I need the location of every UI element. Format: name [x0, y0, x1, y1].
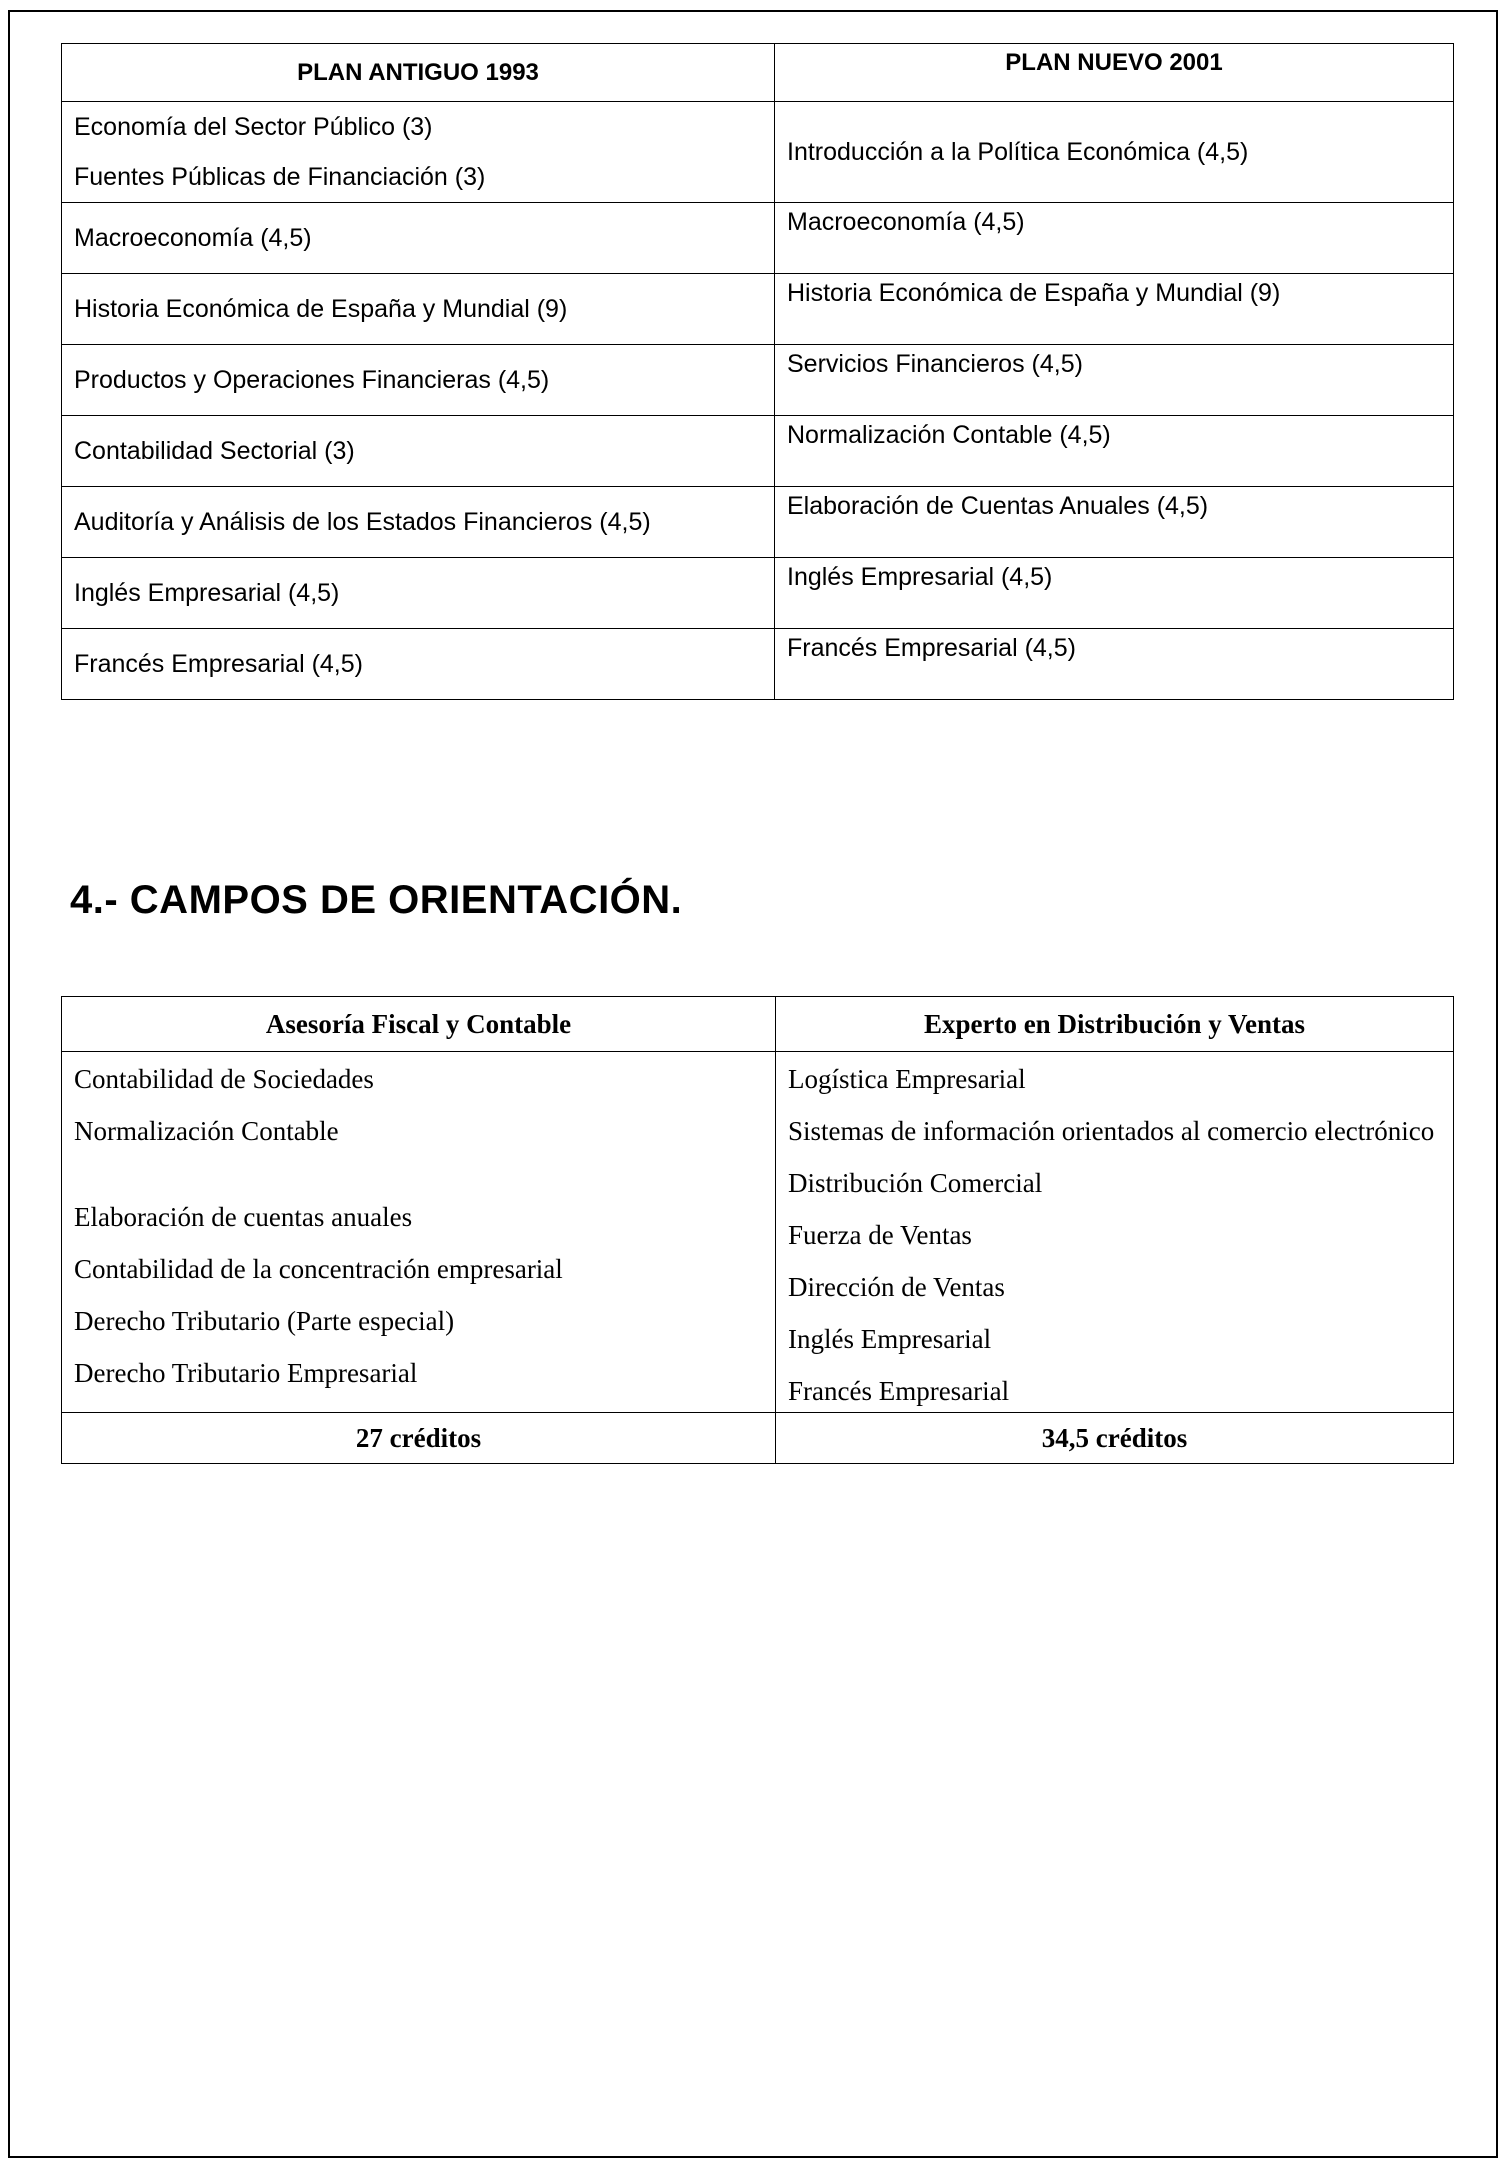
table-row	[62, 487, 1454, 558]
cell-old-line: Economía del Sector Público (3)	[74, 113, 433, 141]
list-item: Contabilidad de Sociedades	[74, 1064, 374, 1094]
table-row	[62, 558, 1454, 629]
cell-new: Introducción a la Política Económica (4,5)	[775, 102, 1454, 203]
table-body-row	[62, 1052, 1454, 1413]
list-item: Derecho Tributario (Parte especial)	[74, 1306, 455, 1336]
cell-old: Historia Económica de España y Mundial (9)	[62, 274, 775, 345]
ventas-subjects	[776, 1052, 1454, 1413]
list-item: Sistemas de información orientados al comercio electrónico	[788, 1116, 1435, 1146]
cell-new: Normalización Contable (4,5)	[775, 416, 1454, 487]
list-item: Francés Empresarial	[788, 1376, 1010, 1406]
cell-old	[62, 102, 775, 203]
cell-new: Francés Empresarial (4,5)	[775, 629, 1454, 700]
cell-new: Servicios Financieros (4,5)	[775, 345, 1454, 416]
cell-old: Productos y Operaciones Financieras (4,5)	[62, 345, 775, 416]
list-item: Dirección de Ventas	[788, 1272, 1005, 1302]
plan-comparison-table	[61, 43, 1454, 700]
table-row	[62, 416, 1454, 487]
table-row	[62, 345, 1454, 416]
fiscal-subjects	[62, 1052, 776, 1413]
cell-new: Historia Económica de España y Mundial (9)	[775, 274, 1454, 345]
list-item: Normalización Contable	[74, 1116, 339, 1146]
cell-new: Macroeconomía (4,5)	[775, 203, 1454, 274]
table-row	[62, 203, 1454, 274]
cell-old: Inglés Empresarial (4,5)	[62, 558, 775, 629]
list-item: Distribución Comercial	[788, 1168, 1043, 1198]
list-item: Contabilidad de la concentración empresarial	[74, 1254, 563, 1284]
total-ventas: 34,5 créditos	[776, 1413, 1454, 1464]
table-total-row	[62, 1413, 1454, 1464]
cell-old: Auditoría y Análisis de los Estados Financieros (4,5)	[62, 487, 775, 558]
section-heading: 4.- CAMPOS DE ORIENTACIÓN.	[70, 878, 683, 922]
list-item: Elaboración de cuentas anuales	[74, 1202, 413, 1232]
orientation-table	[61, 996, 1454, 1464]
table-header-row	[62, 997, 1454, 1052]
cell-old: Contabilidad Sectorial (3)	[62, 416, 775, 487]
cell-new: Inglés Empresarial (4,5)	[775, 558, 1454, 629]
table-row	[62, 629, 1454, 700]
list-item: Derecho Tributario Empresarial	[74, 1358, 418, 1388]
header-fiscal: Asesoría Fiscal y Contable	[62, 997, 776, 1052]
total-fiscal: 27 créditos	[62, 1413, 776, 1464]
list-item: Logística Empresarial	[788, 1064, 1026, 1094]
cell-old: Francés Empresarial (4,5)	[62, 629, 775, 700]
header-ventas: Experto en Distribución y Ventas	[776, 997, 1454, 1052]
list-item: Inglés Empresarial	[788, 1324, 992, 1354]
cell-new: Elaboración de Cuentas Anuales (4,5)	[775, 487, 1454, 558]
header-plan-old: PLAN ANTIGUO 1993	[62, 44, 775, 102]
table-row	[62, 274, 1454, 345]
table-row	[62, 102, 1454, 203]
cell-old-line: Fuentes Públicas de Financiación (3)	[74, 163, 486, 191]
cell-old: Macroeconomía (4,5)	[62, 203, 775, 274]
header-plan-new: PLAN NUEVO 2001	[775, 44, 1454, 102]
list-item: Fuerza de Ventas	[788, 1220, 972, 1250]
table-header-row	[62, 44, 1454, 102]
